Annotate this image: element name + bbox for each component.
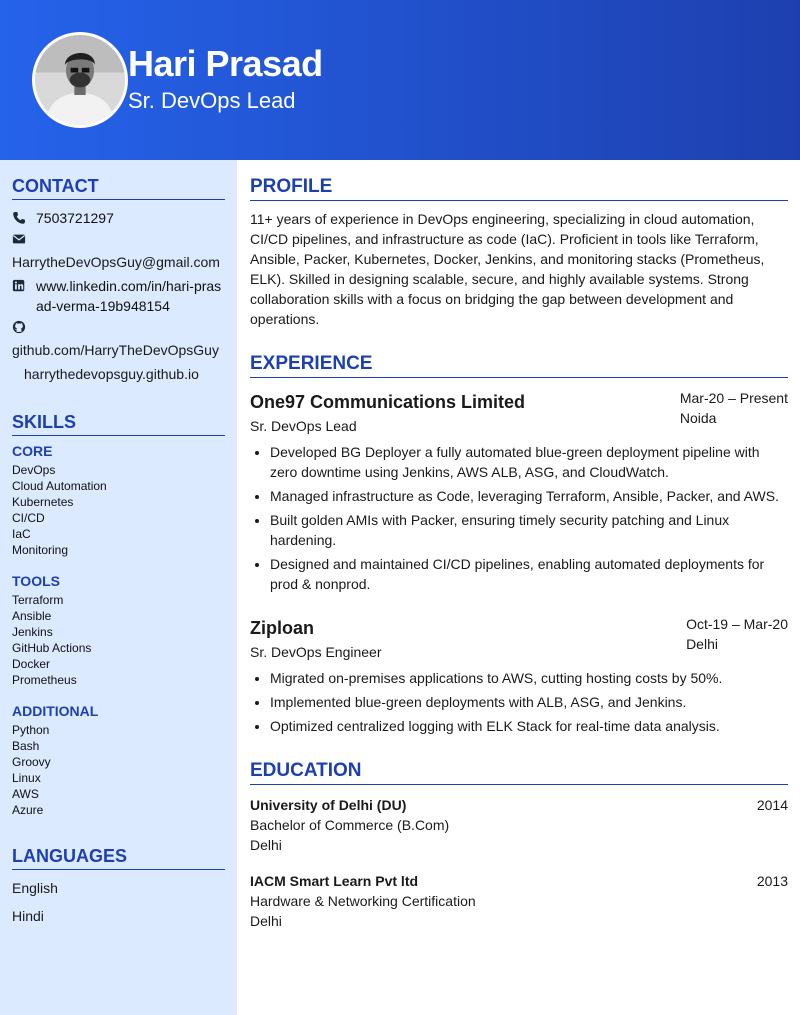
skill-item: Docker xyxy=(12,657,51,671)
education-location: Delhi xyxy=(250,837,282,853)
skill-item: Ansible xyxy=(12,609,52,623)
contact-heading: CONTACT xyxy=(12,174,225,200)
github-icon xyxy=(12,320,26,334)
main-content xyxy=(250,160,788,931)
sidebar xyxy=(0,160,237,1015)
skill-item: Groovy xyxy=(12,755,51,769)
candidate-name: Hari Prasad xyxy=(128,43,323,84)
job-dates: Oct-19 – Mar-20 xyxy=(686,616,788,632)
phone-number[interactable]: 7503721297 xyxy=(36,210,114,226)
skill-item: IaC xyxy=(12,527,31,541)
profile-heading: PROFILE xyxy=(250,174,788,201)
skill-item: DevOps xyxy=(12,463,56,477)
job-entry xyxy=(250,616,788,736)
job-bullets xyxy=(250,668,788,736)
email-link[interactable]: HarrytheDevOpsGuy@gmail.com xyxy=(12,254,220,270)
skill-item: AWS xyxy=(12,787,39,801)
website-link[interactable]: harrythedevopsguy.github.io xyxy=(24,366,199,382)
candidate-title: Sr. DevOps Lead xyxy=(128,88,296,113)
skill-item: GitHub Actions xyxy=(12,641,92,655)
education-heading: EDUCATION xyxy=(250,758,788,785)
languages-heading: LANGUAGES xyxy=(12,844,225,870)
experience-section xyxy=(250,351,788,736)
job-bullet: • Developed BG Deployer a fully automated blue-green deployment pipeline with zero downtime using Jenkins, AWS ALB, ASG, and CloudWatch. xyxy=(270,442,788,482)
language-item: Hindi xyxy=(12,908,44,924)
job-bullet: • Built golden AMIs with Packer, ensuring timely security patching and Linux hardening. xyxy=(270,510,788,550)
skill-group-core xyxy=(12,442,225,558)
skill-item: CI/CD xyxy=(12,511,45,525)
skill-group-title: CORE xyxy=(12,443,53,459)
education-entry xyxy=(250,871,788,931)
job-location: Noida xyxy=(679,410,717,426)
job-role: Sr. DevOps Engineer xyxy=(250,644,382,660)
job-company: Ziploan xyxy=(250,618,314,638)
github-link[interactable]: github.com/HarryTheDevOpsGuy xyxy=(12,342,219,358)
resume-header xyxy=(0,0,800,160)
skill-group-title: TOOLS xyxy=(12,573,60,589)
language-item: English xyxy=(12,880,58,896)
languages-section xyxy=(12,844,225,926)
education-degree: Bachelor of Commerce (B.Com) xyxy=(250,817,450,833)
job-location: Delhi xyxy=(686,636,718,652)
skills-heading: SKILLS xyxy=(12,410,225,436)
skill-group-title: ADDITIONAL xyxy=(12,703,99,719)
job-bullet: • Migrated on-premises applications to AWS, cutting hosting costs by 50%. xyxy=(270,668,788,688)
job-bullet: • Implemented blue-green deployments with ALB, ASG, and Jenkins. xyxy=(270,692,788,712)
skill-item: Azure xyxy=(12,803,44,817)
skill-item: Cloud Automation xyxy=(12,479,107,493)
skills-section xyxy=(12,410,225,818)
job-bullets xyxy=(250,442,788,594)
experience-heading: EXPERIENCE xyxy=(250,351,788,378)
skill-item: Kubernetes xyxy=(12,495,74,509)
education-year: 2014 xyxy=(756,797,788,813)
job-entry xyxy=(250,390,788,594)
skill-item: Prometheus xyxy=(12,673,77,687)
job-meta xyxy=(686,614,788,654)
skill-item: Python xyxy=(12,723,50,737)
education-year: 2013 xyxy=(756,873,788,889)
job-role: Sr. DevOps Lead xyxy=(250,418,357,434)
profile-section xyxy=(250,174,788,329)
profile-photo xyxy=(32,32,128,128)
education-location: Delhi xyxy=(250,913,282,929)
contact-github xyxy=(12,320,225,360)
skill-item: Bash xyxy=(12,739,40,753)
job-bullet: • Designed and maintained CI/CD pipelines, enabling automated deployments for prod & nonprod. xyxy=(270,554,788,594)
job-meta xyxy=(680,388,788,428)
job-dates: Mar-20 – Present xyxy=(679,390,788,406)
skill-item: Linux xyxy=(12,771,41,785)
profile-summary: 11+ years of experience in DevOps engineering, specializing in cloud automation, CI/CD pipelines, and infrastructure as code (IaC). Proficient in tools like Terraform, Ansible, Packer, Kubernetes, Docker, Jenkins, and monitoring stacks (Prometheus, ELK). Skilled in designing scalable, secure, and highly available systems. Strong collaboration skills with a focus on bridging the gap between development and operations. xyxy=(250,211,765,327)
contact-email xyxy=(12,232,225,272)
education-school: IACM Smart Learn Pvt ltd xyxy=(250,873,419,889)
job-bullet: • Managed infrastructure as Code, leveraging Terraform, Ansible, Packer, and AWS. xyxy=(270,486,788,506)
skill-item: Jenkins xyxy=(12,625,53,639)
job-bullet: • Optimized centralized logging with ELK Stack for real-time data analysis. xyxy=(270,716,788,736)
job-company: One97 Communications Limited xyxy=(250,392,526,412)
skill-group-tools xyxy=(12,572,225,688)
education-section xyxy=(250,758,788,931)
education-school: University of Delhi (DU) xyxy=(250,797,407,813)
skill-item: Monitoring xyxy=(12,543,69,557)
contact-linkedin xyxy=(12,276,225,316)
skill-item: Terraform xyxy=(12,593,64,607)
skill-group-additional xyxy=(12,702,225,818)
envelope-icon xyxy=(12,232,26,246)
contact-phone xyxy=(12,208,225,228)
person-photo-icon xyxy=(35,35,125,125)
linkedin-link[interactable]: www.linkedin.com/in/hari-prasad-verma-19b948154 xyxy=(36,278,222,314)
linkedin-icon xyxy=(12,279,26,293)
education-degree: Hardware & Networking Certification xyxy=(250,893,476,909)
phone-icon xyxy=(12,211,26,225)
education-entry xyxy=(250,795,788,855)
